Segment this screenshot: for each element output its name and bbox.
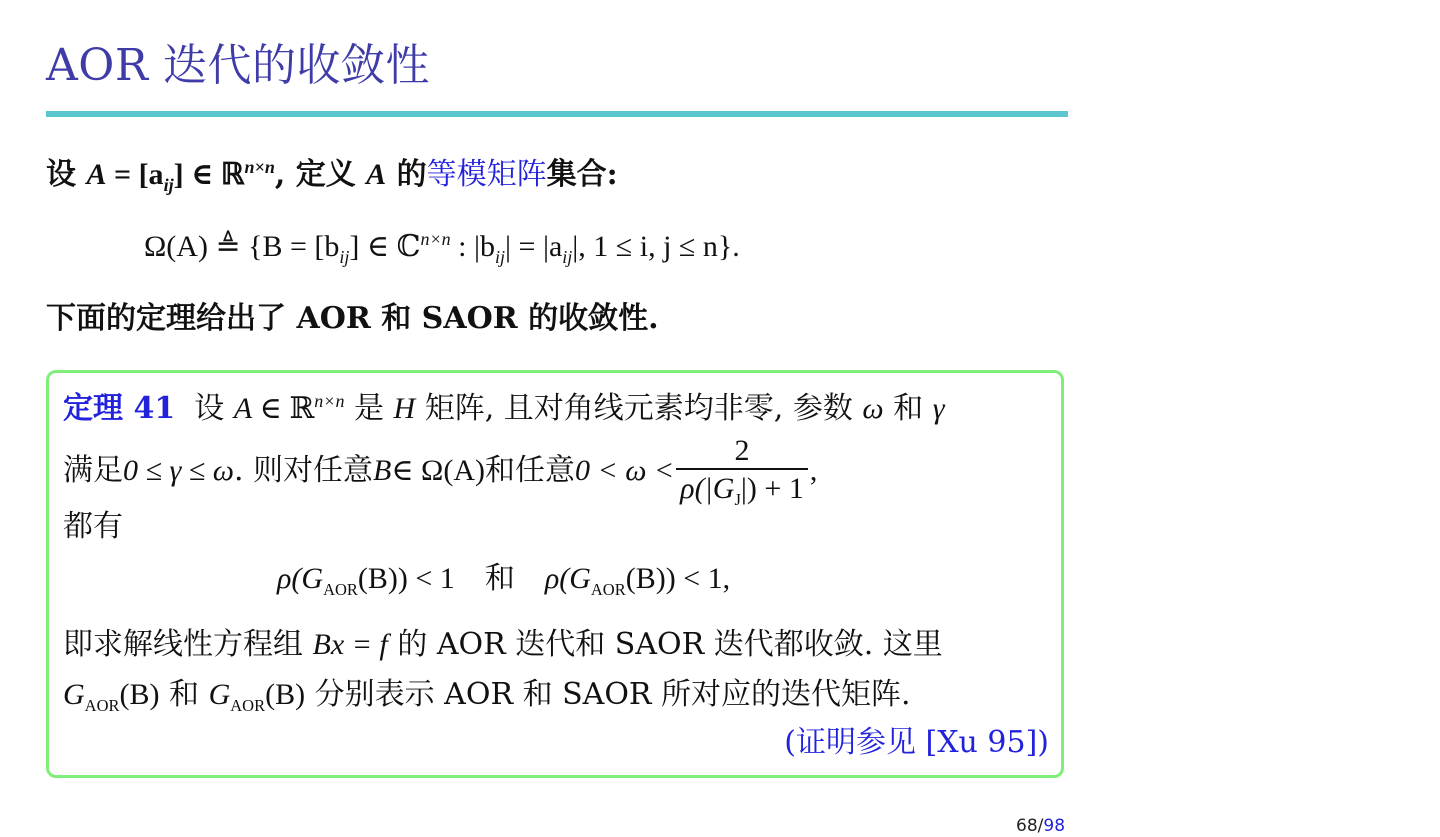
theorem-line-6 <box>63 675 911 715</box>
theorem-l6-and: 和 <box>159 677 209 712</box>
theorem-l2-mid: . 则对任意 <box>233 453 374 488</box>
math-in-R2: ∈ ℝ <box>252 392 315 425</box>
title-underline <box>46 111 1068 117</box>
omega-ij: ij <box>339 247 350 267</box>
math-G1: G <box>63 678 85 711</box>
theorem-box <box>46 370 1064 778</box>
rho-close: |) + 1 <box>740 472 804 505</box>
paren-B1: (B) <box>119 678 160 711</box>
rho-open: ρ(|G <box>680 472 735 505</box>
page-total-link[interactable]: 98 <box>1043 816 1066 836</box>
theorem-label: 定理 41 <box>63 391 176 426</box>
page-number <box>1016 815 1065 837</box>
theorem-line-1 <box>63 389 945 429</box>
omega-cond: : |b <box>450 230 495 263</box>
intro-prefix: 设 <box>46 157 87 192</box>
paren-B2: (B) <box>265 678 306 711</box>
page-separator: / <box>1037 816 1044 836</box>
sub-aor-4: AOR <box>230 696 266 715</box>
fraction-denominator <box>676 468 808 508</box>
math-bx-f: Bx = f <box>312 628 388 661</box>
theorem-l2-start: 满足 <box>63 453 123 488</box>
math-H: H <box>393 392 416 425</box>
theorem-l5: 即求解线性方程组 <box>63 627 313 662</box>
math-omega: ω <box>862 392 884 425</box>
theorem-l1-rest: 矩阵, 且对角线元素均非零, 参数 <box>415 391 863 426</box>
intro-line <box>46 155 618 195</box>
intro-suffix: 集合: <box>546 157 618 192</box>
term-equimodular: 等模矩阵 <box>426 157 547 192</box>
theorem-l1-and: 和 <box>883 391 933 426</box>
reference-link[interactable]: (证明参见 [Xu 95]) <box>784 725 1049 760</box>
sub-aor-3: AOR <box>84 696 120 715</box>
theorem-l1-mid: 是 <box>344 391 394 426</box>
omega-definition <box>144 227 740 267</box>
math-in-R: ∈ ℝ <box>183 158 245 191</box>
conclusion-and: 和 <box>484 562 515 595</box>
math-omega-ineq: 0 < ω < <box>575 454 675 487</box>
theorem-line-3: 都有 <box>63 509 123 544</box>
theorem-l1-text: 设 <box>194 391 234 426</box>
math-close: ] <box>173 158 184 191</box>
omega-close: }. <box>717 230 740 263</box>
sub-J: J <box>734 490 741 509</box>
theorem-line-2 <box>63 431 817 511</box>
slide-title: AOR 迭代的收敛性 <box>46 40 430 91</box>
statement-line: 下面的定理给出了 AOR 和 SAOR 的收敛性. <box>46 301 659 336</box>
omega-set-body: B = [b <box>262 230 340 263</box>
omega-cond2: | = |a <box>505 230 563 263</box>
math-ij: ij <box>163 175 174 195</box>
omega-rest: ] ∈ ℂ <box>349 230 421 263</box>
sub-aor-2: AOR <box>590 580 626 599</box>
theorem-l2-and: 和任意 <box>485 453 575 488</box>
fraction-numerator: 2 <box>734 434 750 467</box>
omega-lhs: Ω(A) ≜ { <box>144 230 263 263</box>
math-G2: G <box>208 678 231 711</box>
omega-cond3: |, 1 ≤ i, j ≤ n <box>572 230 718 263</box>
fraction <box>676 434 808 508</box>
theorem-conclusion <box>277 559 730 599</box>
math-cond-gamma: 0 ≤ γ ≤ ω <box>123 454 234 487</box>
math-A2: A <box>366 158 387 191</box>
sub-aor-1: AOR <box>323 580 358 599</box>
rho-G2: ρ(G <box>544 562 591 595</box>
theorem-l5-mid: 的 AOR 迭代和 SAOR 迭代都收敛. 这里 <box>387 627 943 662</box>
theorem-line-5 <box>63 625 943 665</box>
rho-G1: ρ(G <box>277 562 324 595</box>
math-B: B <box>373 454 392 487</box>
omega-ij2: ij <box>495 247 506 267</box>
comma: , <box>809 454 818 487</box>
math-A3: A <box>233 392 253 425</box>
math-in-omega: ∈ Ω(A) <box>391 454 485 487</box>
intro-def: , 定义 <box>274 157 367 192</box>
math-nxn: n×n <box>244 157 275 177</box>
math-eq: = [a <box>106 158 164 191</box>
of-B-2: (B)) < 1, <box>625 562 731 595</box>
intro-of: 的 <box>386 157 427 192</box>
math-A: A <box>86 158 107 191</box>
of-B-1: (B)) < 1 <box>357 562 455 595</box>
math-gamma: γ <box>932 392 945 425</box>
omega-ij3: ij <box>562 247 573 267</box>
theorem-l6-rest: 分别表示 AOR 和 SAOR 所对应的迭代矩阵. <box>305 677 911 712</box>
reference-line <box>784 723 1049 763</box>
math-nxn2: n×n <box>314 391 345 411</box>
page-current: 68 <box>1016 816 1038 836</box>
omega-nxn: n×n <box>420 229 451 249</box>
